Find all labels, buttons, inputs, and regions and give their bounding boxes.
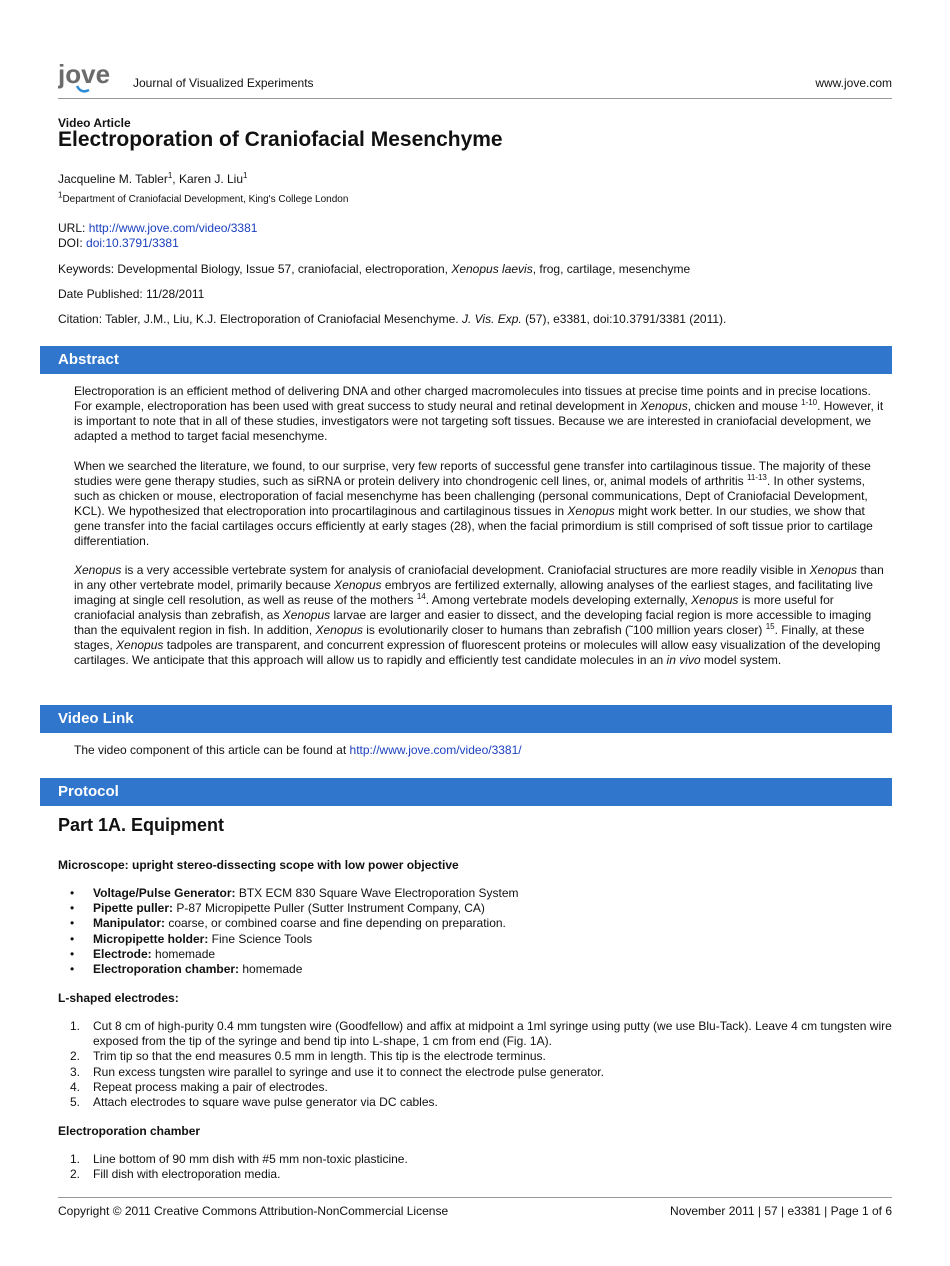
- author-1-affil: 1: [167, 171, 173, 180]
- doi-label: DOI:: [58, 236, 87, 250]
- protocol-heading: Protocol: [40, 778, 892, 806]
- list-item: [58, 886, 892, 901]
- citation-ref: 1-10: [801, 398, 818, 407]
- list-item: [58, 901, 892, 916]
- item-label: Electroporation chamber:: [93, 962, 240, 977]
- part-title: Part 1A. Equipment: [58, 815, 225, 835]
- electrode-steps: [58, 1019, 892, 1110]
- date-published: Date Published: 11/28/2011: [58, 287, 205, 301]
- site-link[interactable]: www.jove.com: [815, 76, 892, 90]
- video-link-paragraph: [74, 743, 892, 758]
- abstract-paragraph-1: [74, 384, 892, 444]
- text: . Finally, at these stages,: [74, 623, 865, 652]
- authors: [58, 172, 892, 186]
- item-label: Pipette puller:: [93, 901, 174, 916]
- item-label: Electrode:: [93, 946, 152, 961]
- author-sep: ,: [172, 172, 179, 186]
- step-text: Cut 8 cm of high-purity 0.4 mm tungsten wire (Goodfellow) and affix at midpoint a 1ml syringe using putty (we use Blu-Tack). Leave 4 cm tungsten wire exposed from the tip of the syringe and bend tip into L-shape, 1 cm from end (Fig. 1A).: [93, 1019, 892, 1049]
- electrodes-heading: L-shaped electrodes:: [58, 991, 179, 1005]
- abstract-heading: Abstract: [40, 346, 892, 374]
- step-number: 1.: [70, 1019, 81, 1033]
- item-text: P-87 Micropipette Puller (Sutter Instrument Company, CA): [173, 901, 485, 916]
- list-item: [58, 1080, 892, 1095]
- step-number: 2.: [70, 1167, 81, 1182]
- list-item: [58, 1049, 892, 1064]
- species: Xenopus: [640, 399, 688, 413]
- copyright: Copyright © 2011 Creative Commons Attribution-NonCommercial License: [58, 1204, 449, 1218]
- step-number: 3.: [70, 1064, 81, 1079]
- author-2: Karen J. Liu: [178, 172, 244, 186]
- citation-suffix: (57), e3381, doi:10.3791/3381 (2011).: [521, 312, 727, 326]
- list-item: [58, 932, 892, 947]
- journal-name: Journal of Visualized Experiments: [133, 76, 314, 90]
- affiliation: [58, 190, 892, 205]
- text: than in any other vertebrate model, primarily because: [74, 563, 884, 592]
- affiliation-text: Department of Craniofacial Development, King's College London: [62, 194, 349, 205]
- item-text: homemade: [239, 962, 303, 977]
- text: embryos are fertilized externally, allowing analyses of the earliest stages, and facilitating live imaging at single cell resolution, as well as reuse of the mothers: [74, 578, 873, 607]
- item-label: Micropipette holder:: [93, 931, 209, 946]
- list-item: [58, 1065, 892, 1080]
- list-item: [58, 1019, 892, 1049]
- doi-link[interactable]: doi:10.3791/3381: [86, 236, 179, 250]
- page-footer: [58, 1197, 892, 1218]
- step-text: Fill dish with electroporation media.: [93, 1167, 281, 1182]
- abstract-paragraph-3: [74, 563, 892, 668]
- citation-prefix: Citation: Tabler, J.M., Liu, K.J. Electroporation of Craniofacial Mesenchyme.: [58, 312, 462, 326]
- video-link-heading: Video Link: [40, 705, 892, 733]
- text: . However, it is important to note that in all of these studies, investigators were not targeting soft tissues. Because we are interested in craniofacial development, we adapted a method to target facial mesenchyme.: [74, 399, 884, 443]
- citation-ref: 14: [416, 592, 426, 601]
- article-type: Video Article: [58, 116, 131, 130]
- video-url-link[interactable]: http://www.jove.com/video/3381/: [349, 743, 522, 757]
- page-info: November 2011 | 57 | e3381 | Page 1 of 6: [670, 1204, 892, 1218]
- item-text: homemade: [151, 946, 216, 961]
- list-item: [58, 947, 892, 962]
- jove-logo[interactable]: [58, 61, 124, 95]
- equipment-list: [58, 886, 892, 977]
- article-title: Electroporation of Craniofacial Mesenchyme: [58, 128, 503, 151]
- species: Xenopus: [334, 578, 382, 592]
- logo-text: jove: [58, 61, 111, 89]
- keywords: [58, 262, 892, 276]
- keywords-suffix: , frog, cartilage, mesenchyme: [532, 262, 691, 276]
- page-header: [58, 58, 892, 99]
- url-label: URL:: [58, 221, 89, 235]
- author-2-affil: 1: [243, 171, 248, 180]
- step-text: Trim tip so that the end measures 0.5 mm in length. This tip is the electrode terminus.: [93, 1049, 546, 1064]
- text: , chicken and mouse: [687, 399, 802, 413]
- step-text: Attach electrodes to square wave pulse generator via DC cables.: [93, 1095, 438, 1110]
- text: is more useful for craniofacial analysis than zebrafish, as: [74, 593, 834, 622]
- step-number: 1.: [70, 1152, 81, 1166]
- step-number: 5.: [70, 1095, 81, 1110]
- species: Xenopus: [315, 623, 363, 637]
- step-text: Run excess tungsten wire parallel to syringe and use it to connect the electrode pulse generator.: [93, 1064, 604, 1079]
- species: Xenopus: [282, 608, 331, 622]
- step-number: 2.: [70, 1049, 81, 1064]
- in-vivo: in vivo: [666, 653, 701, 667]
- list-item: [58, 1152, 892, 1167]
- affiliation-number: 1: [58, 190, 63, 200]
- url-doi-block: [58, 221, 892, 251]
- text: . Among vertebrate models developing externally,: [425, 593, 692, 607]
- item-text: BTX ECM 830 Square Wave Electroporation System: [235, 886, 519, 900]
- species: Xenopus: [809, 563, 858, 577]
- text: tadpoles are transparent, and concurrent expression of fluorescent proteins or molecules will allow easy visualization of the developing cartilages. We anticipate that this approach will allow us to rapidly and efficiently test candidate molecules in an: [74, 638, 881, 667]
- text: The video component of this article can be found at: [74, 743, 350, 757]
- chamber-steps: [58, 1152, 892, 1182]
- citation-ref: 11-13: [747, 473, 767, 482]
- text: is a very accessible vertebrate system for analysis of craniofacial development. Craniofacial structures are more readily visible in: [121, 563, 810, 577]
- text: might work better. In our studies, we show that gene transfer into the facial cartilages occurs efficiently at early stages (28), when the facial primordium is still comprised of soft tissue prior to cartilage differentiation.: [74, 504, 873, 548]
- text: Electroporation is an efficient method of delivering DNA and other charged macromolecules into tissues at precise time points and in precise locations. For example, electroporation has been used with great success to study neural and retinal development in: [74, 384, 871, 413]
- item-label: Manipulator:: [93, 916, 165, 931]
- citation-journal: J. Vis. Exp.: [461, 312, 522, 326]
- item-text: coarse, or combined coarse and fine depending on preparation.: [165, 916, 506, 931]
- step-text: Repeat process making a pair of electrodes.: [93, 1079, 328, 1094]
- chamber-heading: Electroporation chamber: [58, 1124, 201, 1138]
- species: Xenopus: [567, 504, 615, 518]
- species: Xenopus: [74, 563, 122, 577]
- keywords-species: Xenopus laevis: [451, 262, 533, 276]
- species: Xenopus: [691, 593, 739, 607]
- species: Xenopus: [116, 638, 164, 652]
- list-item: [58, 1095, 892, 1110]
- author-1: Jacqueline M. Tabler: [58, 172, 168, 186]
- text: When we searched the literature, we found, to our surprise, very few reports of successful gene transfer into cartilaginous tissue. The majority of these studies were gene therapy studies, such as siRNA or protein delivery into chondrogenic cell lines, or, animal models of arthritis: [74, 459, 871, 488]
- list-item: [58, 962, 892, 977]
- text: is evolutionarily closer to humans than zebrafish (˜100 million years closer): [362, 623, 766, 637]
- microscope-heading: Microscope: upright stereo-dissecting scope with low power objective: [58, 858, 459, 872]
- text: larvae are larger and easier to dissect, and the developing facial region is more accessible to imaging than the equivalent region in fish. In addition,: [74, 608, 872, 637]
- article-url-link[interactable]: http://www.jove.com/video/3381: [88, 221, 258, 235]
- step-number: 4.: [70, 1079, 81, 1094]
- list-item: [58, 1167, 892, 1182]
- abstract-paragraph-2: [74, 459, 892, 549]
- citation: [58, 312, 892, 326]
- citation-ref: 15: [765, 622, 775, 631]
- text: model system.: [700, 653, 782, 667]
- item-text: Fine Science Tools: [208, 931, 313, 946]
- step-text: Line bottom of 90 mm dish with #5 mm non-toxic plasticine.: [93, 1152, 408, 1166]
- item-label: Voltage/Pulse Generator:: [93, 886, 236, 900]
- text: . In other systems, such as chicken or mouse, electroporation of facial mesenchyme has been challenging (personal communications, Dept of Craniofacial Development, KCL). We hypothesized that electroporation into procartilaginous and cartilaginous tissues in: [74, 474, 868, 518]
- list-item: [58, 916, 892, 931]
- keywords-prefix: Keywords: Developmental Biology, Issue 57, craniofacial, electroporation,: [58, 262, 452, 276]
